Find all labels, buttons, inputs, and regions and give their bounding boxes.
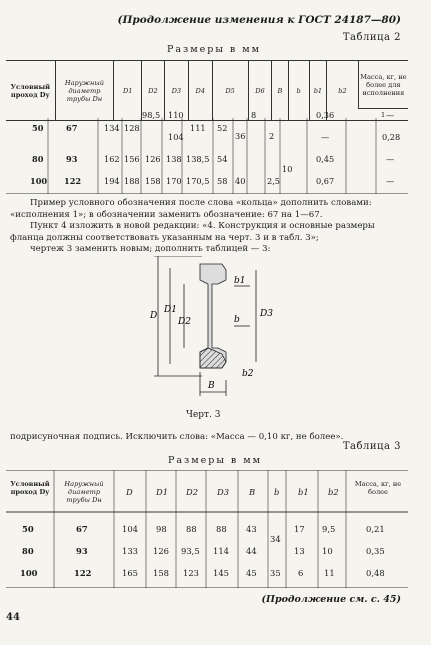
t2-r3-d2: 156 bbox=[124, 154, 140, 164]
label-b: b bbox=[234, 315, 240, 325]
t2-r3-d1: 162 bbox=[104, 154, 120, 164]
t2-r1-d5: 111 bbox=[190, 123, 206, 133]
t3-r2-b: 34 bbox=[270, 534, 281, 544]
label-D: D bbox=[150, 311, 158, 321]
label-B: B bbox=[208, 381, 215, 391]
th-b1: b1 bbox=[309, 61, 327, 121]
drawing-caption: Черт. 3 bbox=[186, 410, 221, 420]
footer-continuation: (Продолжение см. с. 45) bbox=[261, 594, 401, 605]
t2-r3-m1: 0,45 bbox=[316, 154, 335, 164]
page-header: (Продолжение изменения к ГОСТ 24187—80) bbox=[117, 14, 401, 26]
t3-r1-mass: 0,21 bbox=[366, 524, 385, 534]
t2-r4-d1: 194 bbox=[104, 176, 120, 186]
t3-r2-dy: 80 bbox=[22, 546, 34, 556]
t3-r1-D3: 88 bbox=[216, 524, 227, 534]
table3-label: Таблица 3 bbox=[342, 441, 401, 452]
table-3 bbox=[6, 470, 408, 588]
t3-r1-B: 43 bbox=[246, 524, 257, 534]
t2-r1-d6: 52 bbox=[217, 123, 228, 133]
t3-r2-B: 44 bbox=[246, 546, 257, 556]
para-item4: Пункт 4 изложить в новой редакции: «4. Конструкция и основные размеры фланца должны соответствовать указанным на черт. 3 и в табл. 3»; bbox=[10, 221, 375, 243]
t2-r1-dn: 67 bbox=[66, 123, 78, 133]
t2-r1-d3: 98,5 bbox=[142, 110, 161, 120]
t3-r3-b1: 6 bbox=[298, 568, 304, 578]
t3-r2-D2: 93,5 bbox=[181, 546, 200, 556]
page-number: 44 bbox=[6, 612, 20, 623]
t2-r1-d2: 128 bbox=[124, 123, 140, 133]
t2-r4-B: 40 bbox=[235, 176, 246, 186]
t3-r2-dn: 93 bbox=[76, 546, 88, 556]
t2-r3-b2: 10 bbox=[282, 164, 293, 174]
t3-r3-dy: 100 bbox=[20, 568, 38, 578]
t3-r1-D2: 88 bbox=[186, 524, 197, 534]
th-d6: D6 bbox=[248, 61, 271, 121]
t2-r2-m2: 0,28 bbox=[382, 132, 401, 142]
t3-r3-D3: 145 bbox=[213, 568, 229, 578]
t3-th-dn: Наружный диаметр трубы Dн bbox=[64, 480, 104, 504]
th-d2: D2 bbox=[142, 61, 164, 121]
t2-r2-m1: — bbox=[321, 132, 330, 142]
t3-r2-b1: 13 bbox=[294, 546, 305, 556]
t3-th-dy: Условный проход Dу bbox=[10, 480, 50, 496]
t3-r1-D1: 98 bbox=[156, 524, 167, 534]
para-drawing: чертеж 3 заменить новым; дополнить таблицей — 3: bbox=[30, 244, 271, 254]
t3-r3-b2: 11 bbox=[324, 568, 335, 578]
th-B: B bbox=[272, 61, 288, 121]
t2-r4-b1: 2,5 bbox=[267, 176, 281, 186]
t3-r1-dy: 50 bbox=[22, 524, 34, 534]
drawing-3 bbox=[130, 256, 290, 406]
t3-r3-B: 45 bbox=[246, 568, 257, 578]
th-d5: D5 bbox=[212, 61, 248, 121]
t3-r3-dn: 122 bbox=[74, 568, 92, 578]
label-D1: D1 bbox=[164, 305, 177, 315]
th-d4: D4 bbox=[189, 61, 212, 121]
label-D2: D2 bbox=[178, 317, 191, 327]
t3-th-B: B bbox=[249, 487, 256, 497]
label-b1: b1 bbox=[234, 276, 246, 286]
th-d3: D3 bbox=[164, 61, 189, 121]
t2-r4-m1: 0,67 bbox=[316, 176, 335, 186]
t3-th-b2: b2 bbox=[328, 487, 339, 497]
t3-r3-mass: 0,48 bbox=[366, 568, 385, 578]
t2-r2-b1: 2 bbox=[269, 131, 275, 141]
t3-r2-D1: 126 bbox=[153, 546, 169, 556]
t3-r3-D2: 123 bbox=[183, 568, 199, 578]
table2-label: Таблица 2 bbox=[342, 32, 401, 43]
t2-r3-d3: 126 bbox=[145, 154, 161, 164]
th-mass: Масса, кг, не более для исполнения bbox=[358, 61, 408, 109]
label-b2: b2 bbox=[242, 369, 254, 379]
t2-r3-d6: 54 bbox=[217, 154, 228, 164]
t2-r1-m2: — bbox=[386, 110, 395, 120]
t2-r3-dy: 80 bbox=[32, 154, 44, 164]
para-example: Пример условного обозначения после слова «кольца» дополнить словами: «исполнения 1»; в обозначении заменить обозначение: 67 на 1—67. bbox=[10, 198, 372, 220]
t2-r3-m2: — bbox=[386, 154, 395, 164]
t3-r1-D: 104 bbox=[122, 524, 138, 534]
t2-r3-d4: 138 bbox=[166, 154, 182, 164]
t2-r1-d4: 110 bbox=[168, 110, 184, 120]
t2-r4-d3: 158 bbox=[145, 176, 161, 186]
t3-th-D: D bbox=[126, 487, 133, 497]
t2-r3-d5: 138,5 bbox=[186, 154, 210, 164]
t3-r3-b: 35 bbox=[270, 568, 281, 578]
th-b2: b2 bbox=[327, 61, 359, 121]
th-b: b bbox=[288, 61, 309, 121]
t2-r2-d4: 104 bbox=[168, 132, 184, 142]
t2-r3-dn: 93 bbox=[66, 154, 78, 164]
t3-r1-dn: 67 bbox=[76, 524, 88, 534]
t3-r1-b2: 9,5 bbox=[322, 524, 336, 534]
t3-r1-b1: 17 bbox=[294, 524, 305, 534]
t2-r4-d5: 170,5 bbox=[186, 176, 210, 186]
t3-th-D2: D2 bbox=[186, 487, 199, 497]
t3-r2-mass: 0,35 bbox=[366, 546, 385, 556]
t3-th-D1: D1 bbox=[156, 487, 169, 497]
t3-th-D3: D3 bbox=[217, 487, 230, 497]
t2-r4-dn: 122 bbox=[64, 176, 82, 186]
table2-caption: Размеры в мм bbox=[167, 44, 262, 55]
label-D3: D3 bbox=[260, 309, 273, 319]
t2-r4-d2: 188 bbox=[124, 176, 140, 186]
t2-r1-b: 8 bbox=[251, 110, 257, 120]
t3-r2-b2: 10 bbox=[322, 546, 333, 556]
para-caption-remove: подрисуночная подпись. Исключить слова: «Масса — 0,10 кг, не более». bbox=[10, 432, 344, 442]
t2-r1-m1: 0,36 bbox=[316, 110, 335, 120]
table-2 bbox=[6, 60, 408, 121]
t3-r3-D1: 158 bbox=[153, 568, 169, 578]
table2-body bbox=[6, 110, 408, 194]
t3-th-b1: b1 bbox=[298, 487, 309, 497]
t2-r4-dy: 100 bbox=[30, 176, 48, 186]
t2-r4-d4: 170 bbox=[166, 176, 182, 186]
t3-r2-D3: 114 bbox=[213, 546, 229, 556]
table3-caption: Размеры в мм bbox=[168, 455, 263, 466]
th-dn: Наружный диаметр трубы Dн bbox=[55, 61, 114, 121]
th-isp1: 1 bbox=[358, 109, 408, 121]
t3-r3-D: 165 bbox=[122, 568, 138, 578]
t2-r1-d1: 134 bbox=[104, 123, 120, 133]
t3-th-mass: Масса, кг, не более bbox=[354, 480, 402, 496]
th-dy: Условный проход Dу bbox=[6, 61, 55, 121]
t3-th-b: b bbox=[274, 487, 280, 497]
t2-r2-B: 36 bbox=[235, 131, 246, 141]
t3-r2-D: 133 bbox=[122, 546, 138, 556]
th-d1: D1 bbox=[114, 61, 142, 121]
t2-r1-dy: 50 bbox=[32, 123, 44, 133]
t2-r4-m2: — bbox=[386, 176, 395, 186]
t2-r4-d6: 58 bbox=[217, 176, 228, 186]
